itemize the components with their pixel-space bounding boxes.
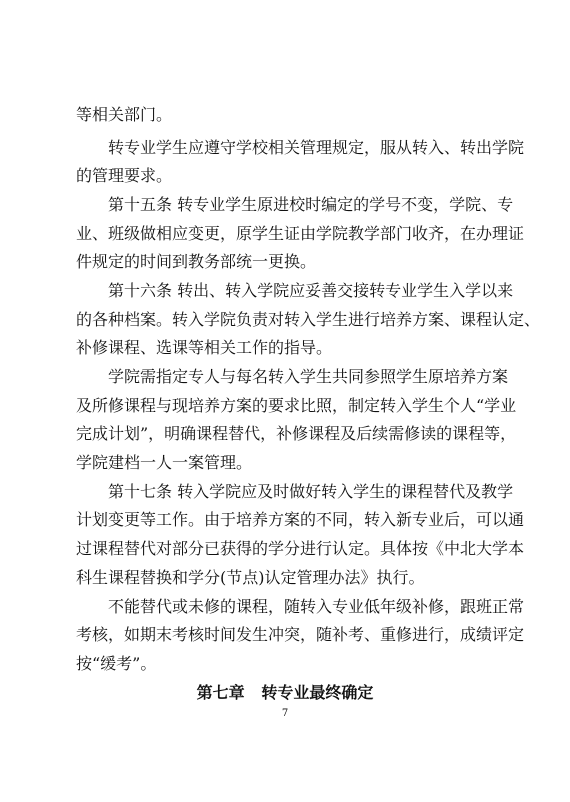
text-line: 业、班级做相应变更，原学生证由学院教学部门收齐，在办理证 <box>76 224 525 243</box>
chapter-heading: 第七章 转专业最终确定 <box>196 683 374 702</box>
text-line: 按“缓考”。 <box>76 654 157 673</box>
text-line: 转专业学生应遵守学校相关管理规定，服从转入、转出学院 <box>108 138 525 157</box>
text-line: 第十五条 转专业学生原进校时编定的学号不变，学院、专 <box>108 195 514 214</box>
text-line: 考核，如期末考核时间发生冲突，随补考、重修进行，成绩评定 <box>76 625 525 644</box>
text-line: 的管理要求。 <box>76 166 173 185</box>
text-line: 第十七条 转入学院应及时做好转入学生的课程替代及教学 <box>108 482 514 501</box>
text-line: 不能替代或未修的课程，随转入专业低年级补修，跟班正常 <box>108 597 525 616</box>
text-line: 学院需指定专人与每名转入学生共同参照学生原培养方案 <box>108 367 509 386</box>
text-line: 件规定的时间到教务部统一更换。 <box>76 252 317 271</box>
text-line: 科生课程替换和学分(节点)认定管理办法》执行。 <box>76 568 425 587</box>
text-line: 过课程替代对部分已获得的学分进行认定。具体按《中北大学本 <box>76 539 525 558</box>
text-line: 的各种档案。转入学院负责对转入学生进行培养方案、课程认定、 <box>76 310 541 329</box>
text-line: 等相关部门。 <box>76 105 173 124</box>
text-line: 完成计划”，明确课程替代，补修课程及后续需修读的课程等， <box>76 424 517 443</box>
text-line: 计划变更等工作。由于培养方案的不同，转入新专业后，可以通 <box>76 510 525 529</box>
text-line: 学院建档一人一案管理。 <box>76 453 253 472</box>
text-line: 及所修课程与现培养方案的要求比照，制定转入学生个人“学业 <box>76 396 517 415</box>
text-line: 第十六条 转出、转入学院应妥善交接转专业学生入学以来 <box>108 281 514 300</box>
text-line: 补修课程、选课等相关工作的指导。 <box>76 338 333 357</box>
page-number: 7 <box>281 708 289 719</box>
